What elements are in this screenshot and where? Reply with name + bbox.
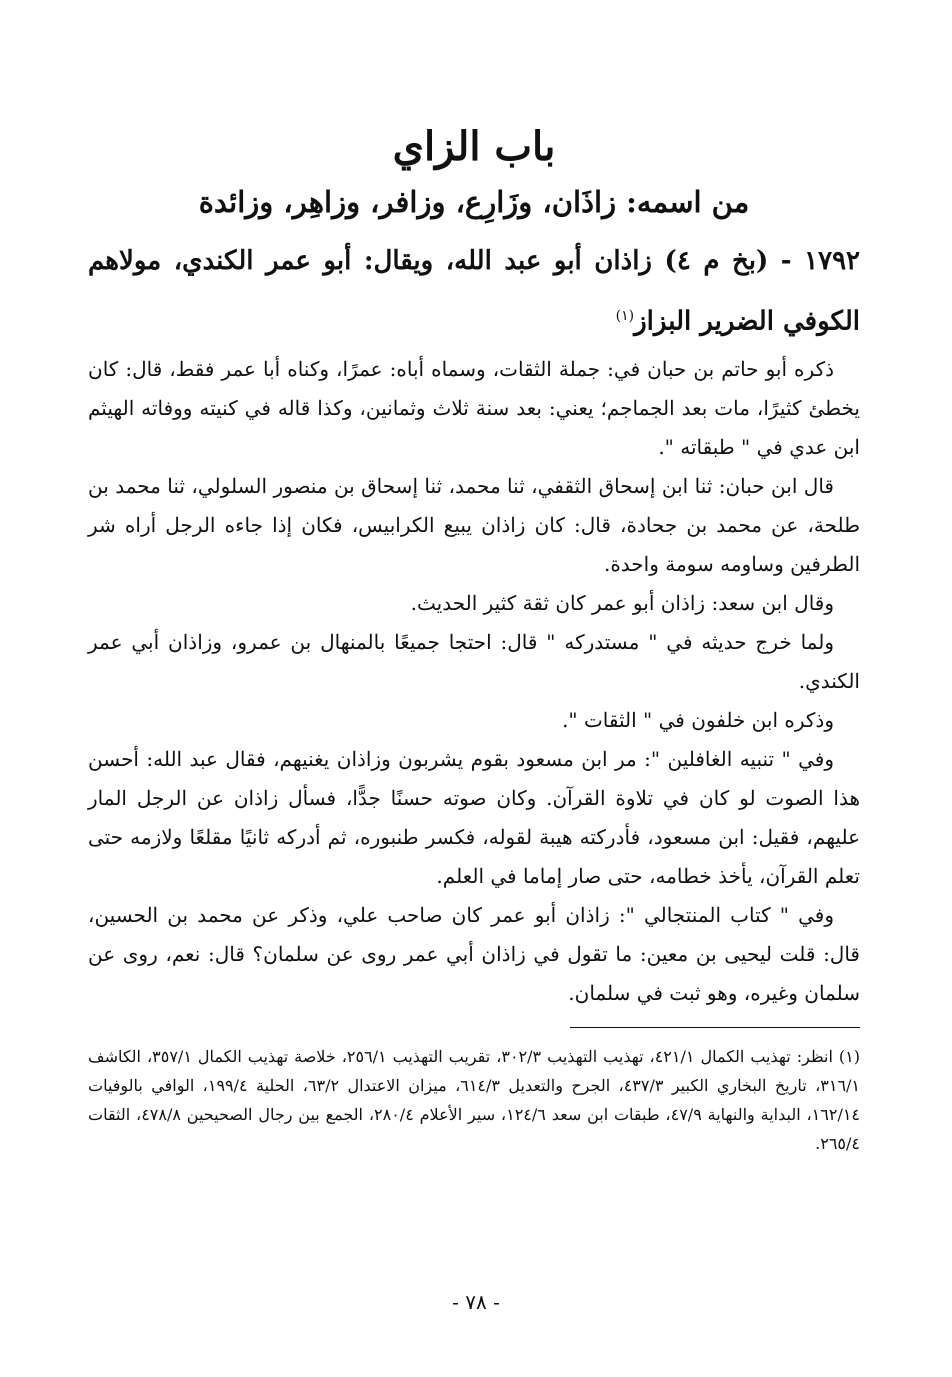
footnote: (١) انظر: تهذيب الكمال ٤٢١/١، تهذيب التهذيب ٣٠٢/٣، تقريب التهذيب ٢٥٦/١، خلاصة تهذيب الكمال ٣٥٧/١، الكاشف ٣١٦/١، تاريخ البخاري الكبير ٤٣٧/٣، الجرح والتعديل ٦١٤/٣، ميزان الاعتدال ٦٣/٢، الحلية ١٩٩/٤، الوافي بالوفيات ١٦٢/١٤، البداية والنهاية ٤٧/٩، طبقات ابن سعد ١٢٤/٦، سير الأعلام ٢٨٠/٤، الجمع بين رجال الصحيحين ٤٧٨/٨، الثقات ٢٦٥/٤. (88, 1046, 861, 1153)
footnote-reference[interactable]: (١) (615, 308, 635, 324)
page-content (88, 118, 860, 1158)
chapter-subtitle: من اسمه: زاذَان، وزَارِع، وزافر، وزاهِر، وزائدة (198, 185, 750, 219)
entry-heading (88, 234, 860, 350)
paragraph: وفي " كتاب المنتجالي ": زاذان أبو عمر كان صاحب علي، وذكر عن محمد بن الحسين، قال: قلت ليحيى بن معين: ما تقول في زاذان أبي عمر روى عن سلمان؟ قال: نعم، روى عن سلمان وغيره، وهو ثبت في سلمان. (88, 902, 860, 1005)
entry-heading-text: ١٧٩٢ - (بخ م ٤) زاذان أبو عبد الله، ويقال: أبو عمر الكندي، مولاهم الكوفي الضرير البزاز (88, 246, 860, 337)
page-number: - ٧٨ - (452, 1290, 500, 1314)
paragraph: وذكره ابن خلفون في " الثقات ". (562, 707, 834, 732)
paragraph: وقال ابن سعد: زاذان أبو عمر كان ثقة كثير الحديث. (410, 590, 834, 615)
paragraph: ولما خرج حديثه في " مستدركه " قال: احتجا جميعًا بالمنهال بن عمرو، وزاذان أبي عمر الكندي. (88, 629, 860, 693)
footnote-separator (570, 1027, 860, 1028)
chapter-title: باب الزاي (392, 123, 556, 170)
paragraph: وفي " تنبيه الغافلين ": مر ابن مسعود بقوم يشربون وزاذان يغنيهم، فقال عبد الله: أحسن هذا الصوت لو كان في تلاوة القرآن. وكان صوته حسنًا جدًّا، فسأل زاذان عن الرجل المار عليهم، فقيل: ابن مسعود، فأدركته هيبة لقوله، فكسر طنبوره، ثم أدركه ثانيًا مقلعًا ولازمه حتى تعلم القرآن، يأخذ خطامه، حتى صار إماما في العلم. (88, 746, 860, 888)
paragraph: قال ابن حبان: ثنا ابن إسحاق الثقفي، ثنا محمد، ثنا إسحاق بن منصور السلولي، ثنا محمد بن طلحة، عن محمد بن جحادة، قال: كان زاذان يبيع الكرابيس، فكان إذا جاءه الرجل أراه شر الطرفين وساومه سومة واحدة. (88, 473, 860, 576)
paragraph: ذكره أبو حاتم بن حبان في: جملة الثقات، وسماه أباه: عمرًا، وكناه أبا عمر فقط، قال: كان يخطئ كثيرًا، مات بعد الجماجم؛ يعني: بعد سنة ثلاث وثمانين، وكذا قاله في كنيته ووفاته الهيثم ابن عدي في " طبقاته ". (88, 356, 860, 459)
